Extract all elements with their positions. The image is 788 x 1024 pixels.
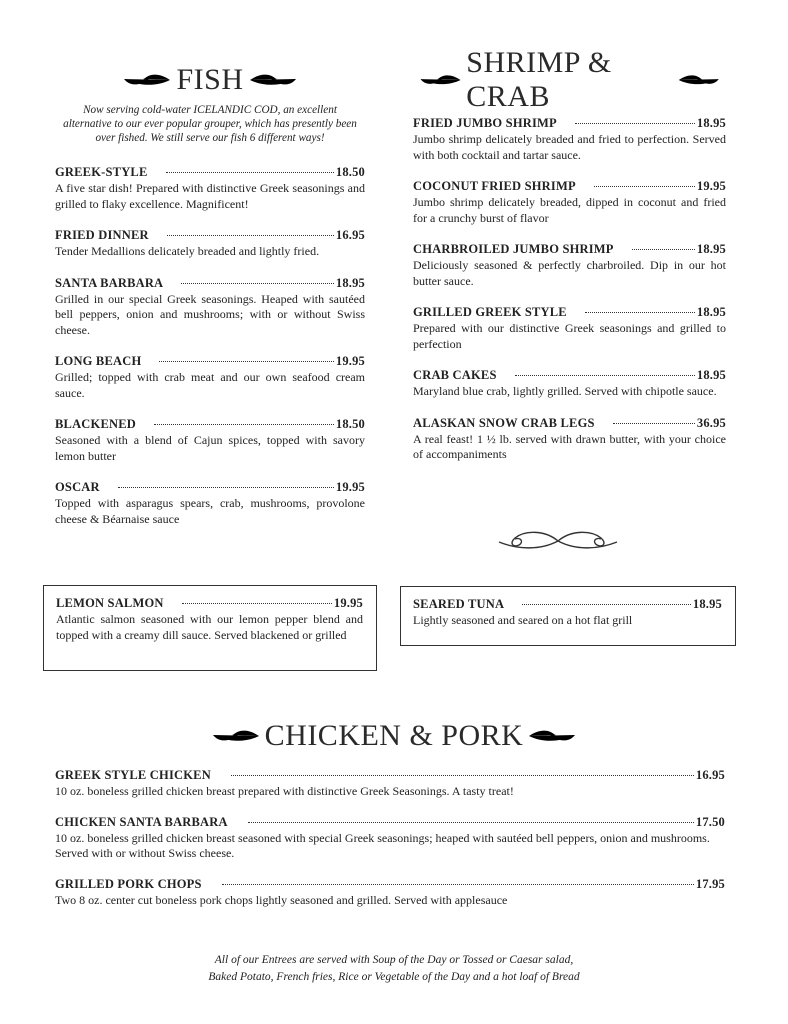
item-name: FRIED JUMBO SHRIMP bbox=[413, 116, 557, 130]
menu-item-chicken-santa-barbara bbox=[55, 815, 725, 862]
menu-item-greek-style-chicken bbox=[55, 768, 725, 800]
item-name: GRILLED PORK CHOPS bbox=[55, 876, 202, 891]
item-price: 18.95 bbox=[335, 275, 365, 290]
menu-item-oscar bbox=[55, 480, 365, 527]
menu-item-lemon-salmon bbox=[56, 596, 363, 643]
shrimp-crab-column bbox=[413, 46, 726, 479]
item-description: Seasoned with a blend of Cajun spices, topped with savory lemon butter bbox=[55, 433, 365, 463]
flourish-left-icon bbox=[209, 727, 261, 745]
flourish-left-icon bbox=[417, 71, 462, 89]
dot-leader bbox=[222, 884, 694, 885]
fish-intro: Now serving cold-water ICELANDIC COD, an excellent alternative to our ever popular grouper, which has presently been over fished. We still serve our fish 6 different ways! bbox=[63, 104, 357, 144]
fish-heading bbox=[55, 62, 365, 98]
item-name: CRAB CAKES bbox=[413, 368, 497, 382]
item-name: CHARBROILED JUMBO SHRIMP bbox=[413, 242, 614, 256]
dot-leader bbox=[154, 424, 334, 425]
item-price: 18.95 bbox=[696, 305, 726, 319]
menu-item-alaskan-snow-crab-legs bbox=[413, 416, 726, 463]
featured-box-lemon-salmon bbox=[43, 585, 377, 671]
shrimp-crab-title: SHRIMP & CRAB bbox=[466, 46, 612, 113]
menu-item-fried-dinner bbox=[55, 228, 365, 260]
item-name: ALASKAN SNOW CRAB LEGS bbox=[413, 415, 595, 430]
dot-leader bbox=[231, 775, 694, 776]
dot-leader bbox=[515, 375, 695, 376]
item-name: LONG BEACH bbox=[55, 354, 142, 368]
item-description: 10 oz. boneless grilled chicken breast prepared with distinctive Greek Seasonings. A tasty treat! bbox=[55, 784, 514, 798]
item-price: 19.95 bbox=[335, 480, 365, 494]
menu-item-greek-style bbox=[55, 165, 365, 212]
dot-leader bbox=[181, 283, 334, 284]
item-description: Prepared with our distinctive Greek seasonings and grilled to perfection bbox=[413, 321, 726, 351]
item-name: OSCAR bbox=[55, 480, 100, 494]
item-name: COCONUT FRIED SHRIMP bbox=[413, 179, 576, 193]
item-price: 18.95 bbox=[696, 242, 726, 256]
menu-item-santa-barbara bbox=[55, 276, 365, 339]
ornament-flourish-icon bbox=[495, 528, 621, 554]
chicken-pork-list bbox=[55, 768, 725, 923]
item-description: Jumbo shrimp delicately breaded, dipped in coconut and fried for a crunchy burst of flavor bbox=[413, 195, 726, 225]
item-name: GRILLED GREEK STYLE bbox=[413, 305, 567, 319]
dot-leader bbox=[613, 423, 695, 424]
menu-item-crab-cakes bbox=[413, 368, 726, 400]
flourish-right-icon bbox=[527, 727, 579, 745]
item-description: 10 oz. boneless grilled chicken breast seasoned with special Greek seasonings; heaped with sautéed bell peppers, onion and mushrooms. Served with or without Swiss cheese. bbox=[55, 830, 710, 860]
dot-leader bbox=[585, 312, 695, 313]
menu-item-blackened bbox=[55, 417, 365, 464]
item-price: 18.50 bbox=[335, 417, 365, 431]
item-description: Atlantic salmon seasoned with our lemon pepper blend and topped with a creamy dill sauce. Served blackened or grilled bbox=[56, 612, 363, 642]
item-name: GREEK-STYLE bbox=[55, 165, 148, 179]
item-price: 19.95 bbox=[696, 179, 726, 193]
item-price: 17.95 bbox=[695, 876, 725, 891]
item-price: 18.95 bbox=[696, 368, 726, 382]
dot-leader bbox=[632, 249, 695, 250]
fish-title: FISH bbox=[176, 63, 244, 96]
item-price: 19.95 bbox=[335, 354, 365, 368]
menu-item-fried-jumbo-shrimp bbox=[413, 116, 726, 163]
item-price: 19.95 bbox=[333, 596, 363, 610]
shrimp-crab-heading bbox=[413, 46, 726, 113]
item-price: 18.95 bbox=[696, 116, 726, 130]
item-price: 18.50 bbox=[335, 165, 365, 179]
menu-item-seared-tuna bbox=[413, 597, 722, 629]
item-description: Grilled; topped with crab meat and our own seafood cream sauce. bbox=[55, 370, 365, 400]
dot-leader bbox=[522, 604, 691, 605]
footer-line-2: Baked Potato, French fries, Rice or Vegetable of the Day and a hot loaf of Bread bbox=[208, 971, 580, 983]
fish-column bbox=[55, 62, 365, 543]
item-price: 36.95 bbox=[696, 415, 726, 430]
item-name: GREEK STYLE CHICKEN bbox=[55, 768, 211, 782]
item-price: 17.50 bbox=[695, 814, 725, 829]
item-description: Grilled in our special Greek seasonings. Heaped with sautéed bell peppers, onion and mushrooms; with or without Swiss cheese. bbox=[55, 291, 365, 337]
dot-leader bbox=[166, 172, 334, 173]
item-description: Two 8 oz. center cut boneless pork chops lightly seasoned and grilled. Served with applesauce bbox=[55, 892, 508, 907]
chicken-pork-heading bbox=[0, 718, 788, 754]
menu-item-charbroiled-jumbo-shrimp bbox=[413, 242, 726, 289]
item-description: Tender Medallions delicately breaded and lightly fried. bbox=[55, 244, 320, 258]
dot-leader bbox=[248, 822, 694, 823]
item-name: SANTA BARBARA bbox=[55, 275, 164, 290]
item-name: BLACKENED bbox=[55, 417, 136, 431]
dot-leader bbox=[182, 603, 332, 604]
item-name: SEARED TUNA bbox=[413, 597, 505, 611]
dot-leader bbox=[159, 361, 333, 362]
footer-line-1: All of our Entrees are served with Soup of the Day or Tossed or Caesar salad, bbox=[214, 954, 574, 966]
item-description: A real feast! 1 ½ lb. served with drawn butter, with your choice of accompaniments bbox=[413, 431, 726, 461]
dot-leader bbox=[575, 123, 695, 124]
dot-leader bbox=[167, 235, 334, 236]
flourish-right-icon bbox=[248, 71, 300, 89]
dot-leader bbox=[118, 487, 334, 488]
dot-leader bbox=[594, 186, 695, 187]
item-price: 18.95 bbox=[692, 597, 722, 611]
item-description: Deliciously seasoned & perfectly charbroiled. Dip in our hot butter sauce. bbox=[413, 258, 726, 288]
chicken-pork-title: CHICKEN & PORK bbox=[264, 719, 524, 752]
item-name: CHICKEN SANTA BARBARA bbox=[55, 814, 228, 829]
menu-item-grilled-greek-style bbox=[413, 305, 726, 352]
item-description: Maryland blue crab, lightly grilled. Served with chipotle sauce. bbox=[413, 384, 717, 398]
item-price: 16.95 bbox=[695, 768, 725, 782]
item-description: Topped with asparagus spears, crab, mushrooms, provolone cheese & Béarnaise sauce bbox=[55, 496, 365, 526]
flourish-left-icon bbox=[120, 71, 172, 89]
menu-item-long-beach bbox=[55, 354, 365, 401]
featured-box-seared-tuna bbox=[400, 586, 736, 646]
item-description: Lightly seasoned and seared on a hot flat grill bbox=[413, 613, 633, 627]
item-name: FRIED DINNER bbox=[55, 228, 149, 242]
item-price: 16.95 bbox=[335, 228, 365, 242]
item-description: A five star dish! Prepared with distinctive Greek seasonings and grilled to flaky excellence. Magnificent! bbox=[55, 181, 365, 211]
entree-footer-note bbox=[0, 952, 788, 986]
flourish-right-icon bbox=[677, 71, 722, 89]
menu-item-coconut-fried-shrimp bbox=[413, 179, 726, 226]
menu-item-grilled-pork-chops bbox=[55, 877, 725, 909]
item-description: Jumbo shrimp delicately breaded and fried to perfection. Served with both cocktail and tartar sauce. bbox=[413, 132, 726, 162]
item-name: LEMON SALMON bbox=[56, 596, 164, 610]
